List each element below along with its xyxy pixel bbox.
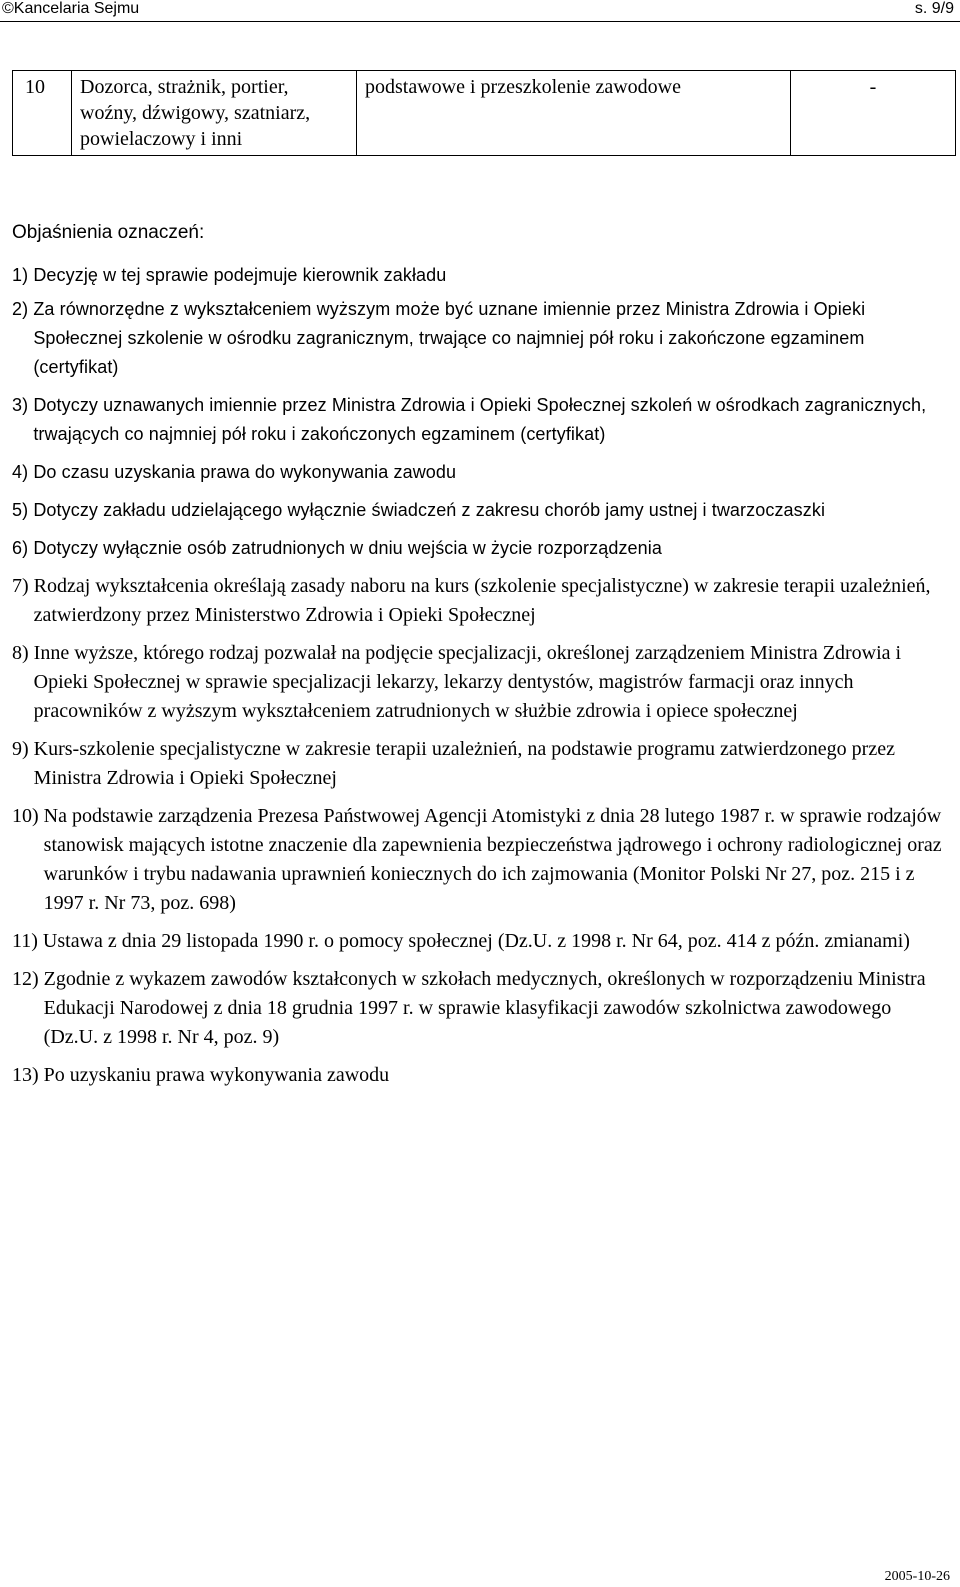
note-item — [12, 802, 947, 918]
note-text: Dotyczy wyłącznie osób zatrudnionych w dniu wejścia w życie rozporządzenia — [33, 538, 662, 558]
document-source: ©Kancelaria Sejmu — [2, 0, 140, 17]
education-cell: podstawowe i przeszkolenie zawodowe — [357, 71, 791, 156]
note-text: Dotyczy uznawanych imiennie przez Ministra Zdrowia i Opieki Społecznej szkoleń w ośrodkach zagranicznych, trwających co najmniej pół roku i zakończonych egzaminem (certyfikat) — [33, 395, 927, 444]
note-number: 9) — [12, 738, 34, 760]
table-row — [13, 71, 956, 156]
note-number: 1) — [12, 265, 34, 285]
note-item — [12, 927, 947, 956]
note-text: Do czasu uzyskania prawa do wykonywania zawodu — [33, 462, 457, 482]
notes-title: Objaśnienia oznaczeń: — [12, 222, 205, 243]
note-item — [12, 261, 947, 290]
note-item — [12, 735, 947, 793]
note-text: Dotyczy zakładu udzielającego wyłącznie świadczeń z zakresu chorób jamy ustnej i twarzoczaszki — [33, 500, 826, 520]
note-item — [12, 534, 947, 563]
note-text: Rodzaj wykształcenia określają zasady naboru na kurs (szkolenie specjalistyczne) w zakresie terapii uzależnień, zatwierdzony przez Ministerstwo Zdrowia i Opieki Społecznej — [33, 575, 931, 626]
note-number: 13) — [12, 1064, 44, 1086]
note-number: 11) — [12, 930, 43, 952]
note-text: Decyzję w tej sprawie podejmuje kierownik zakładu — [33, 265, 447, 285]
note-text: Po uzyskaniu prawa wykonywania zawodu — [43, 1064, 390, 1086]
row-number-cell: 10 — [13, 71, 72, 156]
note-item — [12, 639, 947, 726]
note-number: 5) — [12, 500, 34, 520]
note-number: 6) — [12, 538, 34, 558]
note-item — [12, 496, 947, 525]
note-text: Ustawa z dnia 29 listopada 1990 r. o pomocy społecznej (Dz.U. z 1998 r. Nr 64, poz. 414 z późn. zmianami) — [42, 930, 910, 952]
header-divider — [0, 21, 960, 22]
note-number: 10) — [12, 805, 44, 827]
note-item — [12, 458, 947, 487]
note-text: Inne wyższe, którego rodzaj pozwalał na podjęcie specjalizacji, określonej zarządzeniem Ministra Zdrowia i Opieki Społecznej w sprawie specjalizacji lekarzy, lekarzy dentystów, magistrów farmacji oraz innych pracowników z wyższym wykształceniem zatrudnionych w służbie zdrowia i opiece społecznej — [33, 642, 902, 722]
note-number: 2) — [12, 299, 34, 319]
note-number: 7) — [12, 575, 34, 597]
note-text: Zgodnie z wykazem zawodów kształconych w szkołach medycznych, określonych w rozporządzeniu Ministra Edukacji Narodowej z dnia 18 grudnia 1997 r. w sprawie klasyfikacji zawodów szkolnictwa zawodowego (Dz.U. z 1998 r. Nr 4, poz. 9) — [43, 968, 926, 1048]
note-item — [12, 1061, 947, 1090]
page-number: s. 9/9 — [914, 0, 954, 17]
note-text: Za równorzędne z wykształceniem wyższym może być uznane imiennie przez Ministra Zdrowia i Opieki Społecznej szkolenie w ośrodku zagranicznym, trwające co najmniej pół roku i zakończone egzaminem (certyfikat) — [33, 299, 866, 377]
document-date: 2005-10-26 — [884, 1569, 950, 1584]
notes-list — [12, 261, 947, 1099]
note-item — [12, 295, 947, 382]
position-cell: Dozorca, strażnik, portier, woźny, dźwigowy, szatniarz, powielaczowy i inni — [72, 71, 357, 156]
note-text: Kurs-szkolenie specjalistyczne w zakresie terapii uzależnień, na podstawie programu zatwierdzonego przez Ministra Zdrowia i Opieki Społecznej — [33, 738, 895, 789]
note-number: 8) — [12, 642, 34, 664]
note-item — [12, 572, 947, 630]
note-number: 4) — [12, 462, 34, 482]
note-text: Na podstawie zarządzenia Prezesa Państwowej Agencji Atomistyki z dnia 28 lutego 1987 r. w sprawie rodzajów stanowisk mających istotne znaczenie dla zapewnienia bezpieczeństwa jądrowego i ochrony radiologicznej oraz warunków i trybu nadawania uprawnień koniecznych do ich zajmowania (Monitor Polski Nr 27, poz. 215 i z 1997 r. Nr 73, poz. 698) — [43, 805, 942, 914]
note-item — [12, 391, 947, 449]
note-number: 3) — [12, 395, 34, 415]
note-item — [12, 965, 947, 1052]
positions-table — [12, 70, 956, 156]
note-number: 12) — [12, 968, 44, 990]
extra-cell: - — [791, 71, 956, 156]
